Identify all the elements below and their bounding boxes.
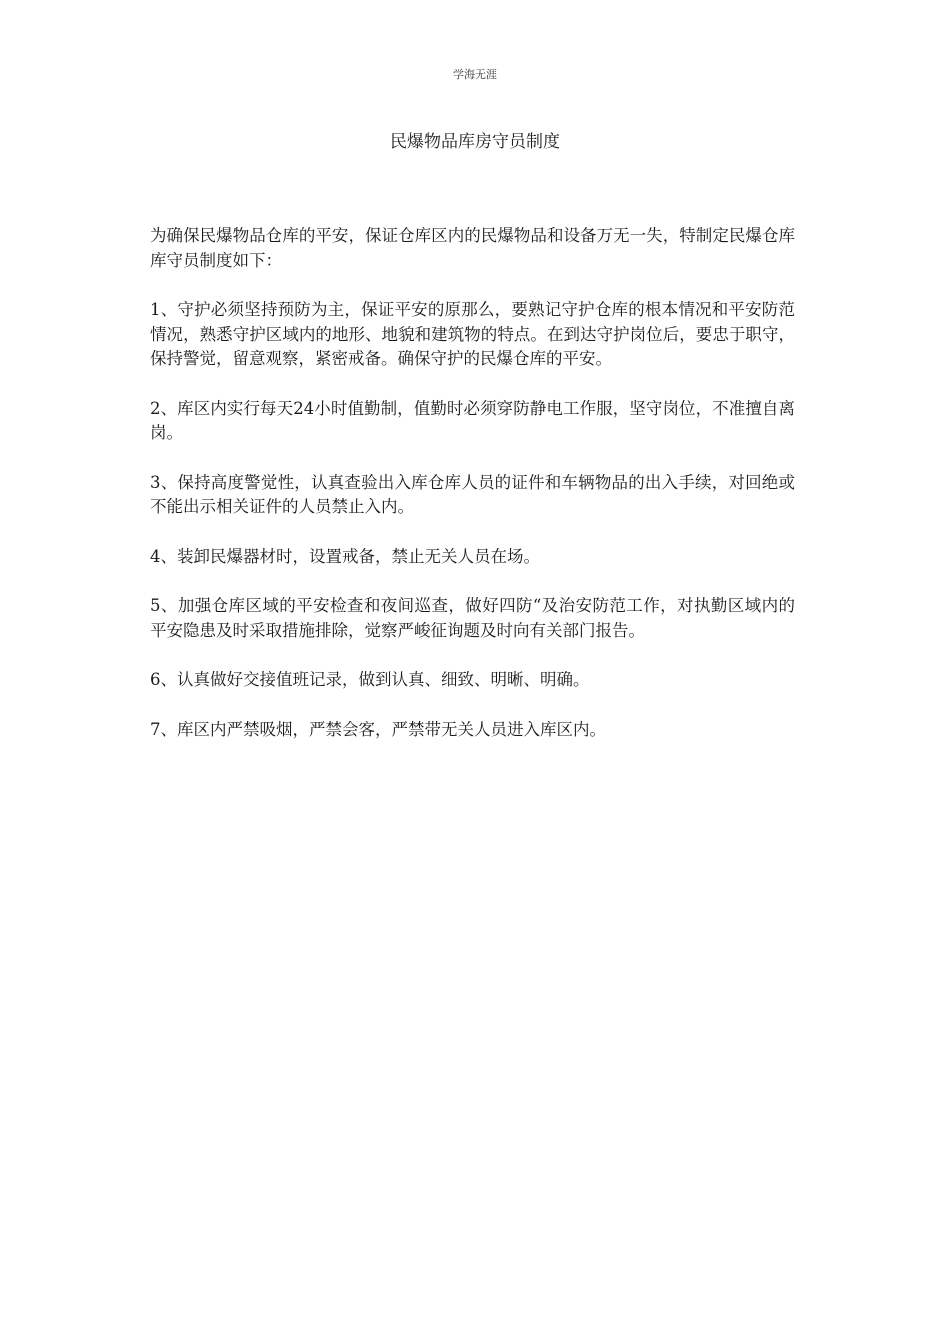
rule-item-5: 5、加强仓库区域的平安检查和夜间巡查，做好四防“及治安防范工作，对执勤区域内的平安隐患及时采取措施排除，觉察严峻征询题及时向有关部门报告。 xyxy=(150,596,795,640)
intro-paragraph: 为确保民爆物品仓库的平安，保证仓库区内的民爆物品和设备万无一失，特制定民爆仓库库守员制度如下： xyxy=(150,226,795,270)
document-body xyxy=(150,224,795,767)
rule-item-1: 1、守护必须坚持预防为主，保证平安的原那么，要熟记守护仓库的根本情况和平安防范情况，熟悉守护区域内的地形、地貌和建筑物的特点。在到达守护岗位后，要忠于职守，保持警觉，留意观察，紧密戒备。确保守护的民爆仓库的平安。 xyxy=(150,300,795,368)
rule-item-7: 7、库区内严禁吸烟，严禁会客，严禁带无关人员进入库区内。 xyxy=(150,719,606,739)
rule-item-4: 4、装卸民爆器材时，设置戒备，禁止无关人员在场。 xyxy=(150,546,540,566)
rule-item-6: 6、认真做好交接值班记录，做到认真、细致、明晰、明确。 xyxy=(150,670,590,689)
page-header: 学海无涯 xyxy=(453,68,497,81)
document-title: 民爆物品库房守员制度 xyxy=(390,132,560,152)
rule-item-3: 3、保持高度警觉性，认真查验出入库仓库人员的证件和车辆物品的出入手续，对回绝或不能出示相关证件的人员禁止入内。 xyxy=(150,472,795,516)
rule-item-2: 2、库区内实行每天24小时值勤制，值勤时必须穿防静电工作服，坚守岗位，不准擅自离岗。 xyxy=(150,398,795,442)
